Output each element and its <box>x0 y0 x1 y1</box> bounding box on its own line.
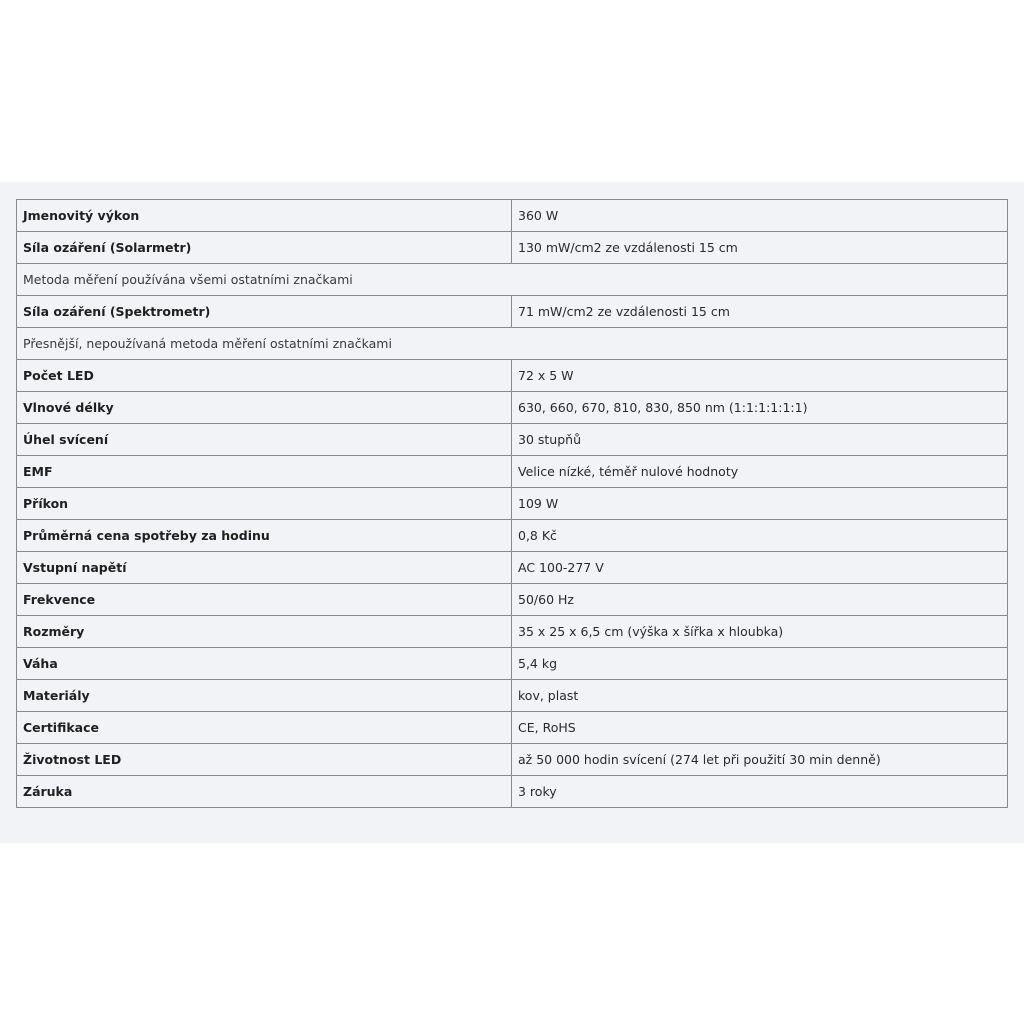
table-row <box>17 552 1008 584</box>
row-label: Úhel svícení <box>17 424 512 456</box>
row-label: Příkon <box>17 488 512 520</box>
table-row <box>17 456 1008 488</box>
row-label: Vlnové délky <box>17 392 512 424</box>
table-row <box>17 648 1008 680</box>
row-value: CE, RoHS <box>512 712 1008 744</box>
table-note-row <box>17 328 1008 360</box>
table-note-row <box>17 264 1008 296</box>
row-label: Síla ozáření (Spektrometr) <box>17 296 512 328</box>
row-value: 5,4 kg <box>512 648 1008 680</box>
row-value: 630, 660, 670, 810, 830, 850 nm (1:1:1:1:1:1) <box>512 392 1008 424</box>
row-label: Počet LED <box>17 360 512 392</box>
row-value: 360 W <box>512 200 1008 232</box>
row-label: Certifikace <box>17 712 512 744</box>
table-row <box>17 488 1008 520</box>
row-label: Průměrná cena spotřeby za hodinu <box>17 520 512 552</box>
row-label: Rozměry <box>17 616 512 648</box>
table-row <box>17 200 1008 232</box>
table-row <box>17 424 1008 456</box>
row-label: Váha <box>17 648 512 680</box>
table-row <box>17 616 1008 648</box>
row-value: AC 100-277 V <box>512 552 1008 584</box>
table-row <box>17 776 1008 808</box>
row-note: Přesnější, nepoužívaná metoda měření ostatními značkami <box>17 328 1008 360</box>
row-value: Velice nízké, téměř nulové hodnoty <box>512 456 1008 488</box>
row-label: Životnost LED <box>17 744 512 776</box>
row-label: EMF <box>17 456 512 488</box>
spec-table <box>16 199 1008 808</box>
row-value: 50/60 Hz <box>512 584 1008 616</box>
table-row <box>17 744 1008 776</box>
table-row <box>17 712 1008 744</box>
row-note: Metoda měření používána všemi ostatními značkami <box>17 264 1008 296</box>
row-value: až 50 000 hodin svícení (274 let při použití 30 min denně) <box>512 744 1008 776</box>
row-label: Materiály <box>17 680 512 712</box>
table-row <box>17 584 1008 616</box>
row-label: Jmenovitý výkon <box>17 200 512 232</box>
row-value: 71 mW/cm2 ze vzdálenosti 15 cm <box>512 296 1008 328</box>
row-value: 109 W <box>512 488 1008 520</box>
row-value: 0,8 Kč <box>512 520 1008 552</box>
table-row <box>17 232 1008 264</box>
table-row <box>17 520 1008 552</box>
row-value: 30 stupňů <box>512 424 1008 456</box>
row-value: 72 x 5 W <box>512 360 1008 392</box>
table-row <box>17 392 1008 424</box>
table-row <box>17 680 1008 712</box>
row-label: Záruka <box>17 776 512 808</box>
table-row <box>17 296 1008 328</box>
row-label: Síla ozáření (Solarmetr) <box>17 232 512 264</box>
table-row <box>17 360 1008 392</box>
row-label: Vstupní napětí <box>17 552 512 584</box>
row-value: 130 mW/cm2 ze vzdálenosti 15 cm <box>512 232 1008 264</box>
row-label: Frekvence <box>17 584 512 616</box>
row-value: kov, plast <box>512 680 1008 712</box>
row-value: 3 roky <box>512 776 1008 808</box>
row-value: 35 x 25 x 6,5 cm (výška x šířka x hloubka) <box>512 616 1008 648</box>
